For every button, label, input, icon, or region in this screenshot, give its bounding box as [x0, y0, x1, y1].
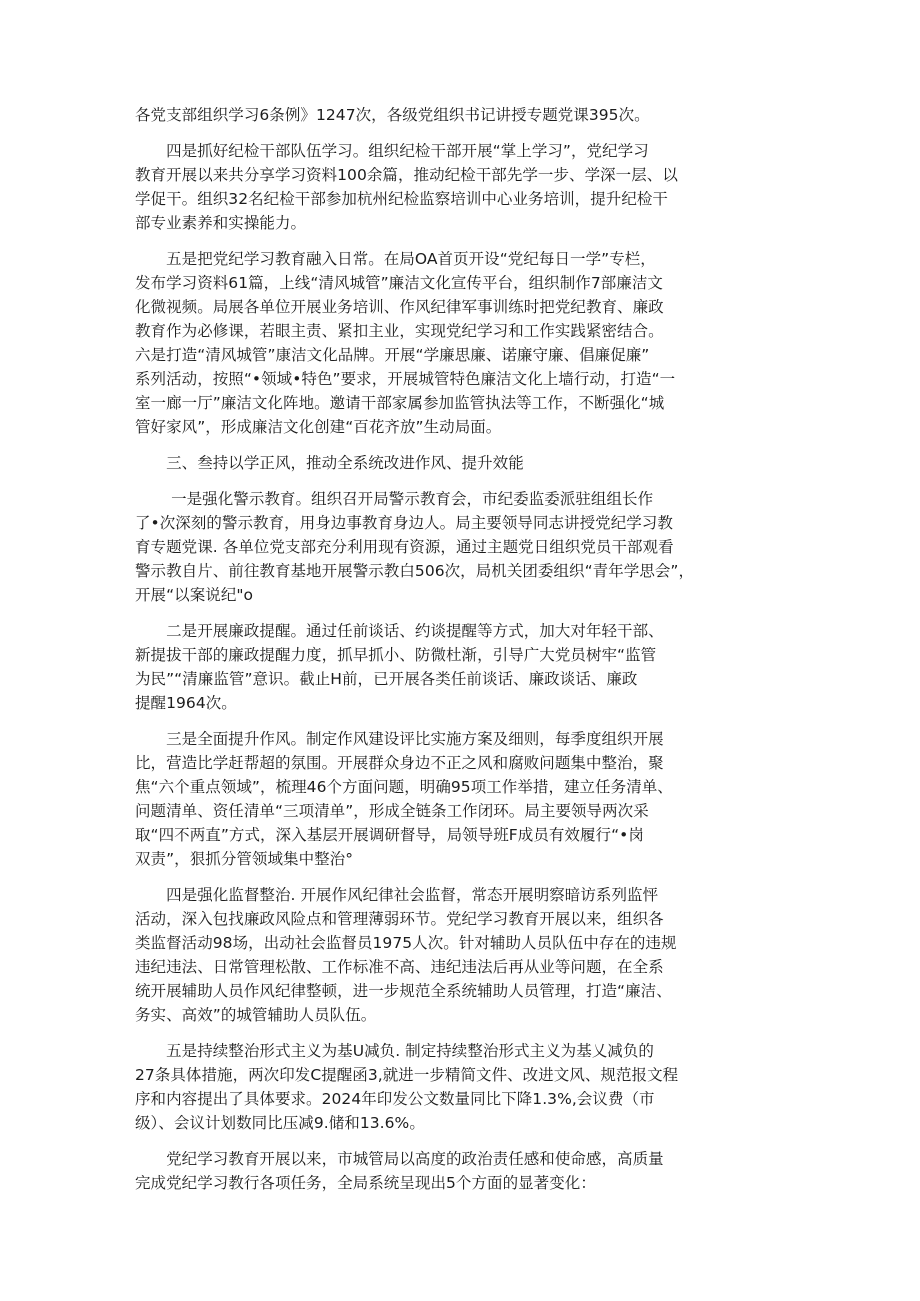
- section-heading-improve-style: 三、叁持以学正风，推动全系统改进作风、提升效能: [135, 454, 524, 472]
- paragraph-supervision-rectification: 四是强化监督整治. 开展作风纪律社会监督，常态开展明察暗访系列监怦 活动，深入包找廉政风险点和管理薄弱环节。党纪学习教育开展以来，组织各 类监督活动98场，出动社会监督员1975人次。针对辅助人员队伍中存在的违规 违纪违法、日常管理松散、工作标准不高、违纪违法后再从业等问题，在全系 统开展辅助人员作风纪律整顿，进一步规范全系统辅助人员管理，打造“廉洁、 务实、高效”的城管辅助人员队伍。: [135, 886, 677, 1024]
- paragraph-warning-education: 一是强化警示教育。组织召开局警示教育会，市纪委监委派驻组组长作 了•次深刻的警示教育，用身边事教育身边人。局主要领导同志讲授党纪学习教 育专题党课. 各单位党支部充分利用现有资源，通过主题党日组织党员干部观看 警示教自片、前往教育基地开展警示教白506次，局机关团委组织“青年学思会”， 开展“以案说纪"o: [135, 490, 695, 604]
- paragraph-discipline-cadre-study: 四是抓好纪检干部队伍学习。组织纪检干部开展“掌上学习”，党纪学习 教育开展以来共分享学习资料100余篇，推动纪检干部先学一步、学深一层、以 学促干。组织32名纪检干部参加杭州纪检监察培训中心业务培训，提升纪检干 部专业素养和实操能力。: [135, 142, 678, 232]
- paragraph-integrity-reminder: 二是开展廉政提醒。通过任前谈话、约谈提醒等方式，加大对年轻干部、 新提拔干部的廉政提醒力度，抓早抓小、防微杜渐，引导广大党员树牢“监管 为民”“清廉监管”意识。截止H前，已开展各类任前谈话、廉政谈话、廉政 提醒1964次。: [135, 622, 664, 712]
- paragraph-improve-work-style: 三是全面提升作风。制定作风建设评比实施方案及细则，每季度组织开展 比，营造比学赶帮超的氛围。开展群众身边不正之风和腐败问题集中整治，聚 焦“六个重点领域”，梳理46个方面问题，明确95项工作举措，建立任务清单、 问题清单、资任清单“三项清单”，形成全链条工作闭环。局主要领导两次采 取“四不两直”方式，深入基层开展调研督导，局领导班F成员有效履行“•岗 双责”，狠抓分管领域集中整治°: [135, 730, 673, 868]
- paragraph-reduce-formalism: 五是持续整治形式主义为基U减负. 制定持续整治形式主义为基乂减负的 27条具体措施，两次印发C提醒函3,就进一步精简文件、改进文风、规范报文程 序和内容提出了具体要求。2024年印发公文数量同比下降1.3%,会议费（市 级）、会议计划数同比压减9.储和13.6%。: [135, 1042, 679, 1132]
- paragraph-summary-changes: 党纪学习教育开展以来，市城管局以高度的政治责任感和使命感，高质量 完成党纪学习教行各项任务，全局系统呈现出5个方面的显著变化：: [135, 1150, 664, 1192]
- paragraph-party-branch-study: 各党支部组织学习6条例》1247次，各级党组织书记讲授专题党课395次。: [135, 106, 650, 124]
- paragraph-daily-learning-and-integrity-brand: 五是把党纪学习教育融入日常。在局OA首页开设“党纪每日一学”专栏， 发布学习资料61篇，上线“清风城管”廉洁文化宣传平台，组织制作7部廉洁文 化微视频。局展各单位开展业务培训、作风纪律军事训练时把党纪教育、廉政 教育作为必修课，若眼主责、紧扣主业，实现党纪学习和工作实践紧密结合。 六是打造“清风城管”康洁文化品牌。开展“学廉思廉、诺廉守廉、倡廉促廉” 系列活动，按照“•领域•特色”要求，开展城管特色廉洁文化上墙行动，打造“一 室一廊一厅”廉洁文化阵地。邀请干部家属参加监管执法等工作，不断强化“城 管好家风”，形成廉洁文化创建“百花齐放”生动局面。: [135, 250, 676, 436]
- document-body: [135, 103, 703, 1195]
